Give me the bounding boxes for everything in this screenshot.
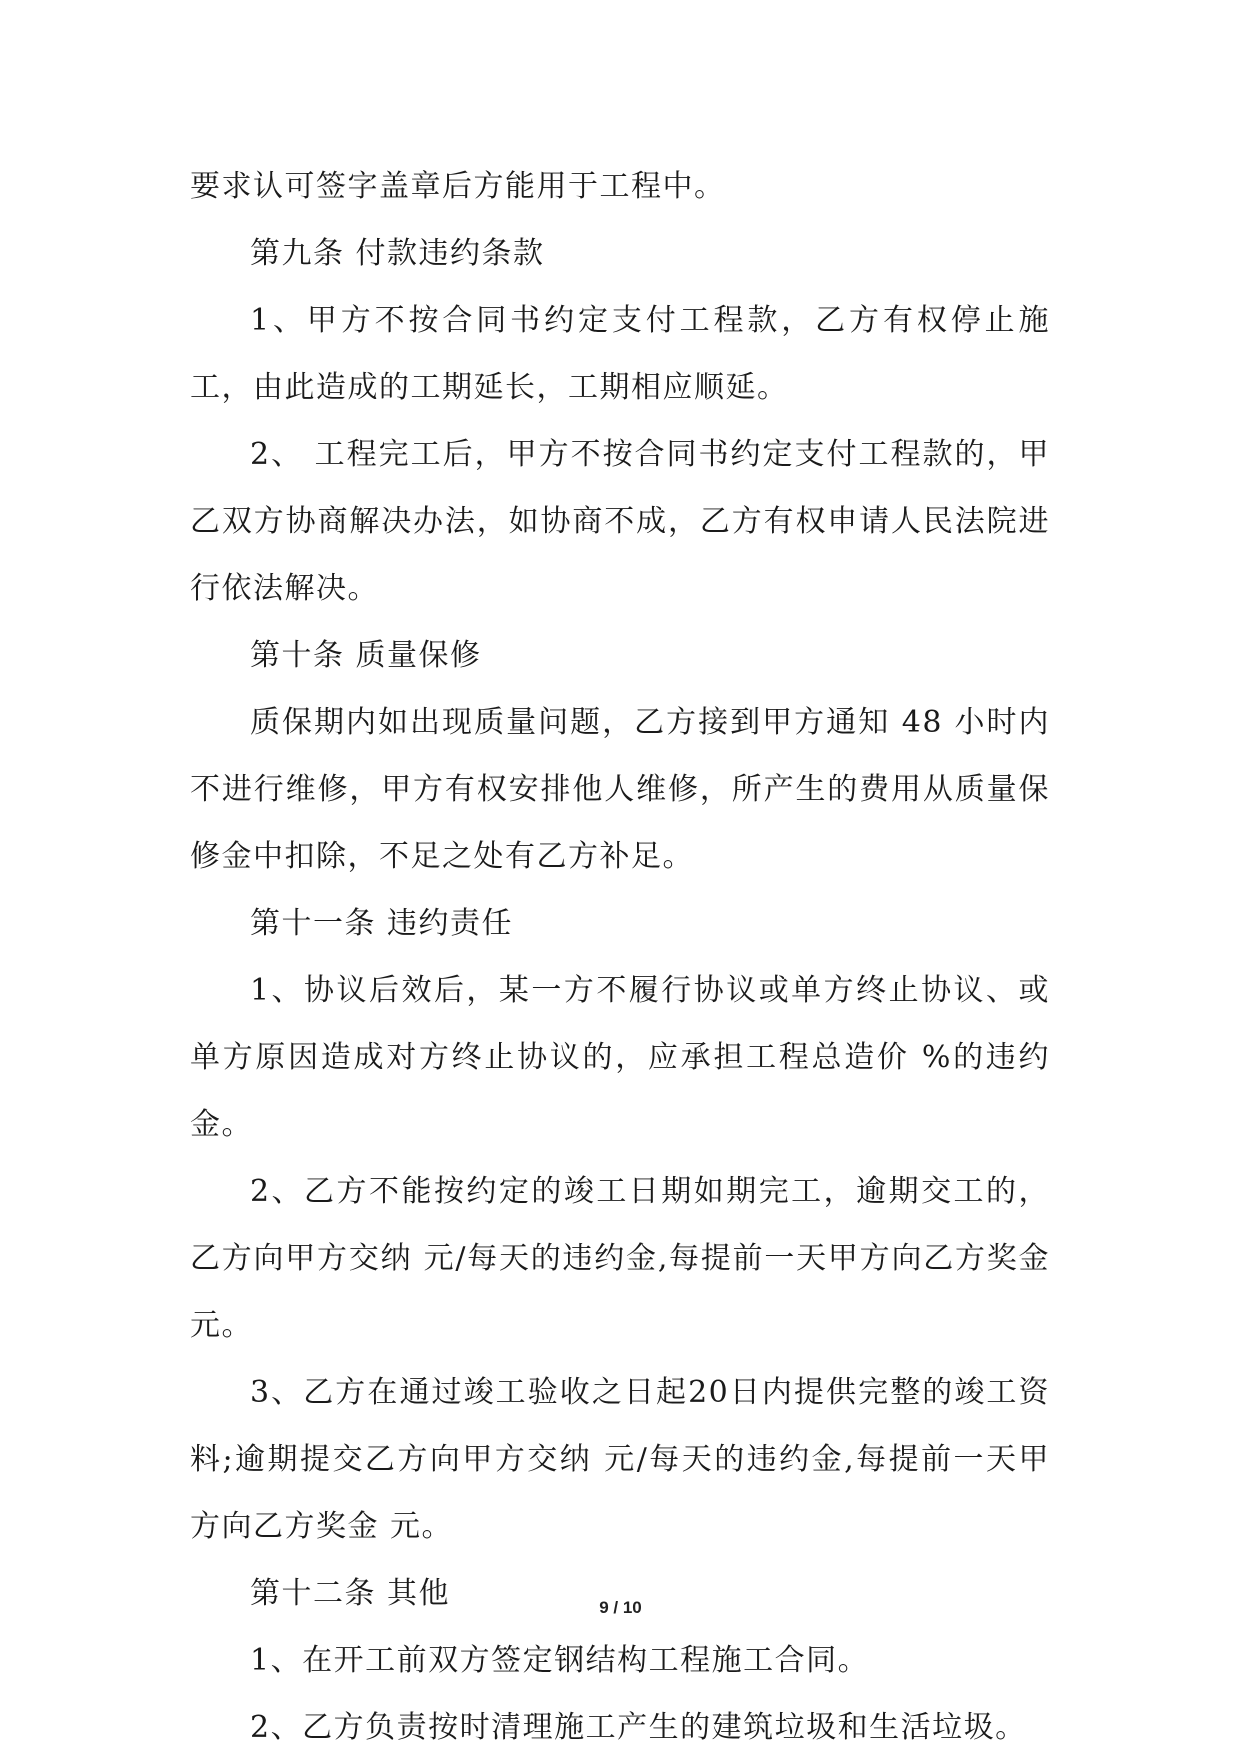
article-11-heading: 第十一条 违约责任 <box>250 906 514 941</box>
article-12-clause-2: 2、乙方负责按时清理施工产生的建筑垃圾和生活垃圾。 <box>250 1710 1027 1745</box>
article-9-heading: 第九条 付款违约条款 <box>250 236 545 271</box>
article-10-heading: 第十条 质量保修 <box>250 638 482 673</box>
document-body <box>190 153 1050 1761</box>
paragraph-continuation: 要求认可签字盖章后方能用于工程中。 <box>190 169 726 204</box>
article-12-clause-1: 1、在开工前双方签定钢结构工程施工合同。 <box>250 1643 870 1678</box>
article-9-clause-2: 2、 工程完工后，甲方不按合同书约定支付工程款的，甲乙双方协商解决办法，如协商不成，乙方有权申请人民法院进行依法解决。 <box>190 437 1050 606</box>
article-9-clause-1: 1、甲方不按合同书约定支付工程款，乙方有权停止施工，由此造成的工期延长，工期相应顺延。 <box>190 303 1050 405</box>
page-number: 9 / 10 <box>599 1598 642 1617</box>
article-11-clause-2: 2、乙方不能按约定的竣工日期如期完工，逾期交工的，乙方向甲方交纳 元/每天的违约金,每提前一天甲方向乙方奖金 元。 <box>190 1174 1050 1343</box>
article-11-clause-1: 1、协议后效后，某一方不履行协议或单方终止协议、或单方原因造成对方终止协议的，应承担工程总造价 %的违约金。 <box>190 973 1050 1142</box>
article-12-heading: 第十二条 其他 <box>250 1576 451 1611</box>
article-10-body: 质保期内如出现质量问题，乙方接到甲方通知 48 小时内不进行维修，甲方有权安排他人维修，所产生的费用从质量保修金中扣除，不足之处有乙方补足。 <box>190 705 1050 874</box>
article-11-clause-3: 3、乙方在通过竣工验收之日起20日内提供完整的竣工资料;逾期提交乙方向甲方交纳 元/每天的违约金,每提前一天甲方向乙方奖金 元。 <box>190 1375 1050 1544</box>
